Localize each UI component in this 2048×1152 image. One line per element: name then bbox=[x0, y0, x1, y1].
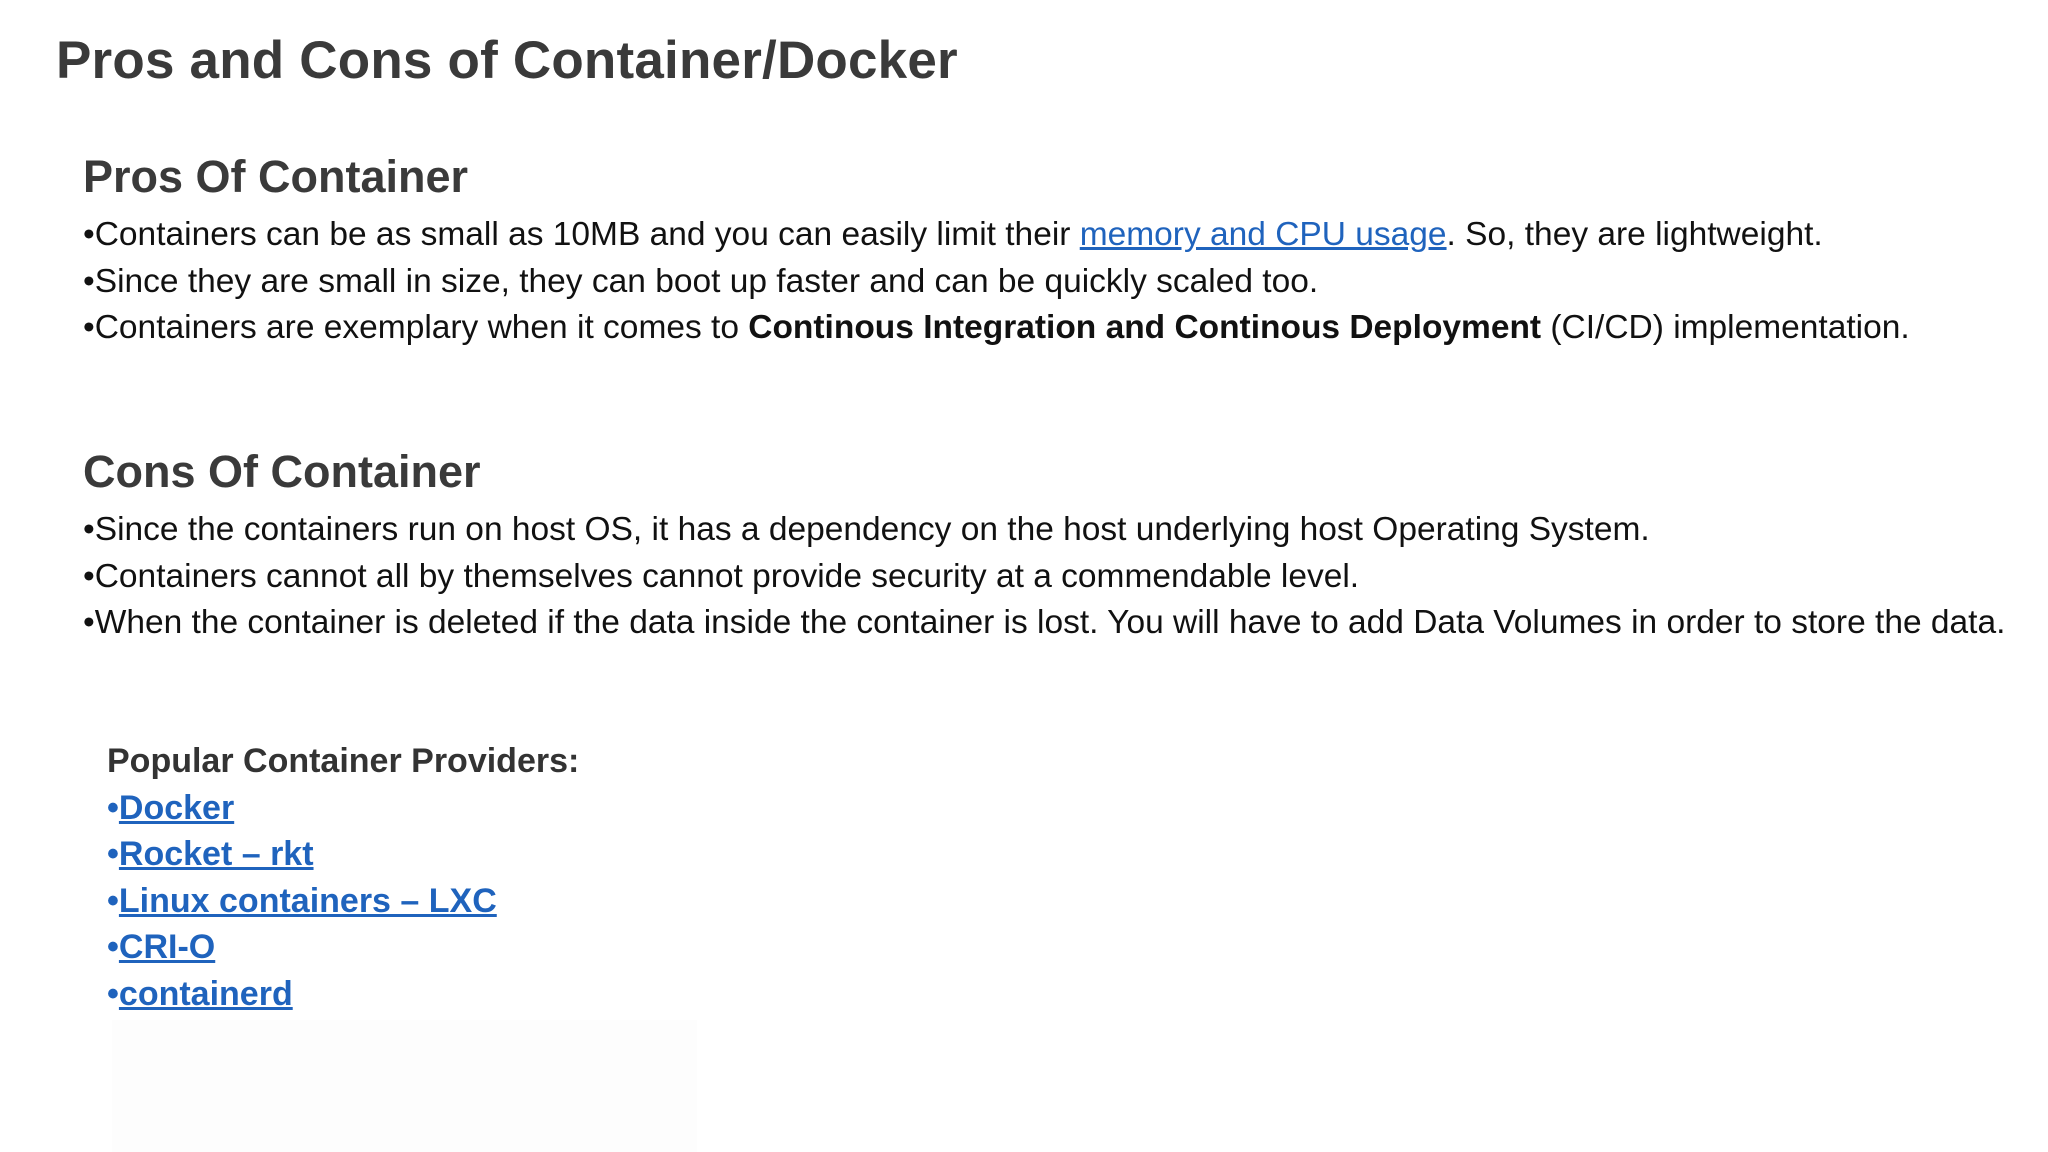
providers-list bbox=[107, 785, 579, 1018]
bullet-icon: • bbox=[107, 788, 119, 827]
cons-list bbox=[83, 507, 2013, 647]
bullet-icon: • bbox=[83, 262, 95, 300]
pros-item-cicd bbox=[83, 305, 2013, 352]
pros-item-boot bbox=[83, 259, 2013, 306]
bullet-icon: • bbox=[83, 511, 95, 548]
pros-item-cicd-text-before: Containers are exemplary when it comes to bbox=[94, 309, 749, 346]
provider-item-lxc bbox=[107, 878, 579, 925]
provider-item-cri-o bbox=[107, 924, 579, 971]
pros-item-size bbox=[83, 212, 2013, 259]
providers-heading: Popular Container Providers: bbox=[107, 742, 580, 780]
linux-containers-lxc-link[interactable]: Linux containers – LXC bbox=[118, 881, 497, 920]
pros-list bbox=[83, 212, 2013, 352]
faint-background-panel bbox=[112, 1020, 697, 1152]
pros-section bbox=[83, 148, 2013, 352]
provider-item-docker bbox=[107, 785, 579, 832]
cons-item-security bbox=[83, 554, 2013, 601]
pros-item-cicd-bold: Continous Integration and Continous Deployment bbox=[748, 309, 1542, 346]
pros-item-boot-text: Since they are small in size, they can boot up faster and can be quickly scaled too. bbox=[94, 262, 1319, 300]
bullet-icon: • bbox=[83, 557, 95, 595]
bullet-icon: • bbox=[107, 928, 119, 966]
cons-heading: Cons Of Container bbox=[83, 446, 481, 497]
cons-item-host-os bbox=[83, 507, 2013, 554]
providers-section bbox=[107, 738, 579, 1017]
bullet-icon: • bbox=[83, 309, 95, 346]
bullet-icon: • bbox=[83, 604, 95, 641]
pros-heading: Pros Of Container bbox=[83, 151, 469, 202]
bullet-icon: • bbox=[107, 974, 119, 1013]
bullet-icon: • bbox=[107, 835, 119, 873]
cons-item-host-os-text: Since the containers run on host OS, it has a dependency on the host underlying host Operating System. bbox=[94, 511, 1650, 548]
pros-item-cicd-text-after: (CI/CD) implementation. bbox=[1541, 309, 1910, 346]
provider-item-containerd bbox=[107, 971, 579, 1018]
bullet-icon: • bbox=[83, 216, 95, 253]
cri-o-link[interactable]: CRI-O bbox=[118, 928, 216, 966]
provider-item-rkt bbox=[107, 831, 579, 878]
bullet-icon: • bbox=[107, 881, 119, 920]
page-title: Pros and Cons of Container/Docker bbox=[56, 31, 958, 90]
memory-cpu-usage-link[interactable]: memory and CPU usage bbox=[1079, 216, 1447, 253]
cons-item-data-loss bbox=[83, 600, 2013, 647]
cons-section bbox=[83, 443, 2013, 647]
rocket-rkt-link[interactable]: Rocket – rkt bbox=[118, 835, 314, 873]
pros-item-size-text-before: Containers can be as small as 10MB and you can easily limit their bbox=[94, 216, 1080, 253]
docker-link[interactable]: Docker bbox=[118, 788, 235, 827]
pros-item-size-text-after: . So, they are lightweight. bbox=[1446, 216, 1823, 253]
containerd-link[interactable]: containerd bbox=[118, 974, 293, 1013]
cons-item-data-loss-text: When the container is deleted if the data inside the container is lost. You will have to add Data Volumes in order to store the data. bbox=[94, 604, 2006, 641]
cons-item-security-text: Containers cannot all by themselves cannot provide security at a commendable level. bbox=[94, 557, 1360, 595]
